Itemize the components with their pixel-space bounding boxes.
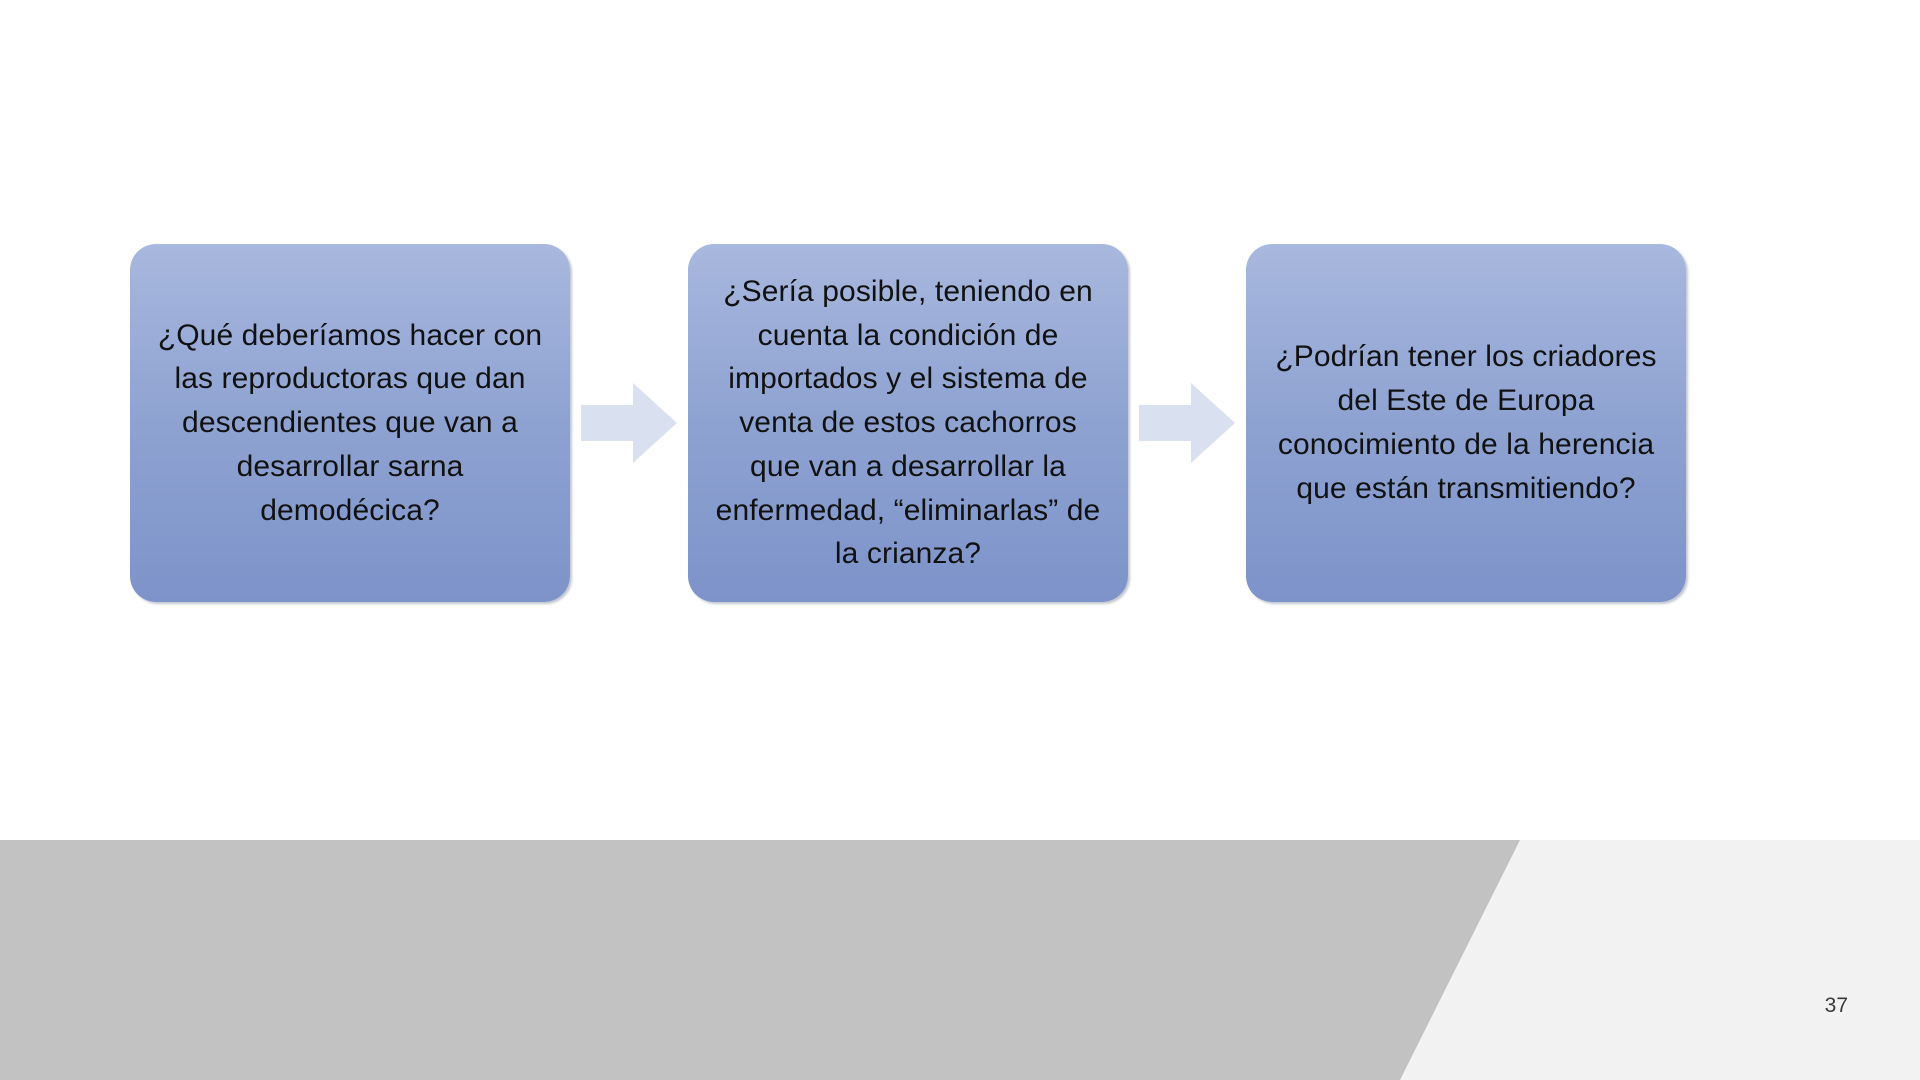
page-number: 37 — [1824, 994, 1848, 1017]
process-chain-diagram — [130, 238, 1800, 608]
arrow-right-icon-2 — [1128, 244, 1246, 602]
process-step-2-label: ¿Sería posible, teniendo en cuenta la condición de importados y el sistema de venta de estos cachorros que van a desarrollar la enfermedad, “eliminarlas” de la crianza? — [715, 274, 1101, 571]
process-step-3-label: ¿Podrían tener los criadores del Este de Europa conocimiento de la herencia que están transmitiendo? — [1275, 340, 1657, 505]
process-step-2 — [688, 244, 1128, 602]
footer-decoration — [0, 840, 1920, 1080]
arrow-right-icon-1 — [570, 244, 688, 602]
process-step-3 — [1246, 244, 1686, 602]
process-step-1 — [130, 244, 570, 602]
process-step-1-label: ¿Qué deberíamos hacer con las reproductoras que dan descendientes que van a desarrollar sarna demodécica? — [157, 318, 543, 527]
